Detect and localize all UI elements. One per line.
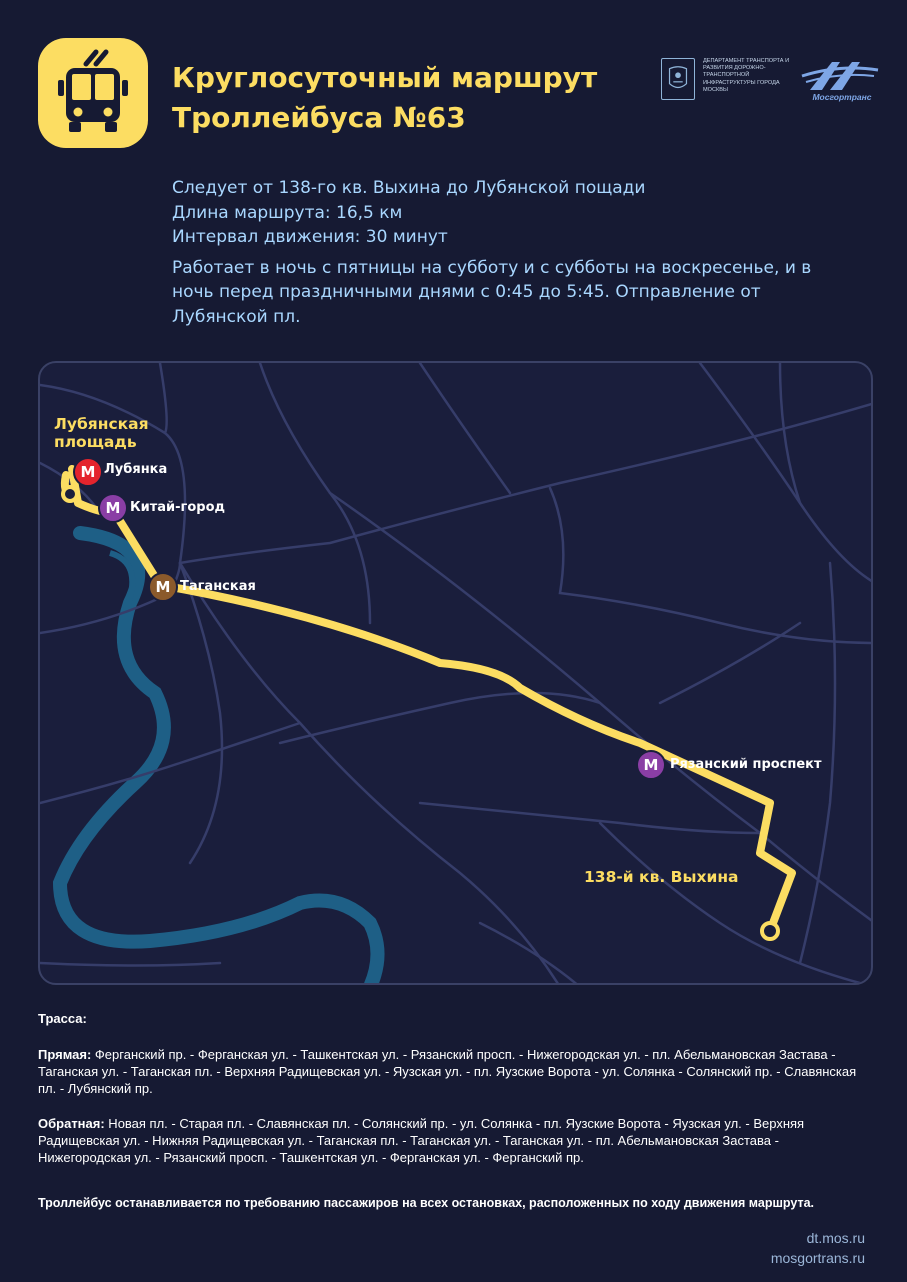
- station-kitai-gorod[interactable]: Китай-город: [130, 500, 226, 515]
- forward-label: Прямая:: [38, 1047, 92, 1062]
- backward-text: Новая пл. - Старая пл. - Славянская пл. - Солянский пр. - ул. Солянка - пл. Яузские Ворота - Яузская ул. - Верхняя Радищевская ул. - Нижняя Радищевская ул. - Таганская пл. - Таганская ул. - Таганская ул. - пл. Абельмановская Застава - Нижегородская ул. - Рязанский просп. - Ташкентская ул. - Ферганская ул. - Ферганский пр.: [38, 1116, 805, 1165]
- route-line: [72, 469, 792, 931]
- page-title: [172, 58, 597, 138]
- route-end-marker: [762, 923, 778, 939]
- mosgortrans-emblem-icon: [800, 56, 880, 92]
- metro-icon-kitai-gorod: М: [98, 493, 128, 523]
- forward-text: Ферганский пр. - Ферганская ул. - Ташкентская ул. - Рязанский просп. - Нижегородская ул. - пл. Абельмановская Застава - Таганская ул. - Таганская пл. - Верхняя Радищевская ул. - Яузская ул. - пл. Яузские Ворота - ул. Солянка - Солянский пр. - Славянская пл. - Лубянский пр.: [38, 1047, 857, 1096]
- mosgortrans-name: Мосгортранс: [812, 92, 872, 102]
- footer-note: Троллейбус останавливается по требованию пассажиров на всех остановках, расположенных по ходу движения маршрута.: [38, 1196, 815, 1210]
- metro-icon-ryazansky: М: [636, 750, 666, 780]
- station-taganskaya[interactable]: Таганская: [180, 579, 256, 594]
- metro-icon-lubyanka: М: [73, 457, 103, 487]
- start-label: Лубянская площадь: [54, 415, 149, 451]
- moscow-emblem-icon: [661, 58, 695, 100]
- route-endpoints: Следует от 138-го кв. Выхина до Лубянской пощади: [172, 178, 646, 198]
- backward-label: Обратная:: [38, 1116, 105, 1131]
- department-text: ДЕПАРТАМЕНТ ТРАНСПОРТА И РАЗВИТИЯ ДОРОЖНО-ТРАНСПОРТНОЙ ИНФРАСТРУКТУРЫ ГОРОДА МОСКВЫ: [703, 58, 790, 93]
- metro-icon-taganskaya: М: [148, 572, 178, 602]
- link-mosgortrans[interactable]: mosgortrans.ru: [770, 1250, 865, 1266]
- link-dt-mos[interactable]: dt.mos.ru: [806, 1230, 865, 1246]
- department-logo: [661, 56, 791, 102]
- route-start-marker: [63, 487, 77, 501]
- station-lubyanka[interactable]: Лубянка: [104, 462, 168, 477]
- title-line-1: Круглосуточный маршрут: [172, 61, 598, 94]
- streets: [40, 363, 873, 985]
- route-info: [172, 176, 852, 329]
- station-ryazansky-prospekt[interactable]: Рязанский проспект: [670, 757, 822, 772]
- route-length: Длина маршрута: 16,5 км: [172, 202, 403, 223]
- end-label: 138-й кв. Выхина: [584, 868, 739, 886]
- route-forward: [38, 1046, 873, 1097]
- route-backward: [38, 1115, 873, 1166]
- route-map[interactable]: [38, 361, 873, 985]
- map-canvas: [40, 363, 873, 985]
- title-line-2: Троллейбуса №63: [172, 101, 466, 134]
- mosgortrans-logo: [800, 56, 880, 106]
- route-schedule: Работает в ночь с пятницы на субботу и с субботы на воскресенье, и в ночь перед праздничными днями с 0:45 до 5:45. Отправление от Лубянской пл.: [172, 257, 812, 327]
- trolleybus-icon: [38, 38, 148, 148]
- route-heading: Трасса:: [38, 1011, 87, 1026]
- route-interval: Интервал движения: 30 минут: [172, 227, 448, 247]
- footer-links: [771, 1228, 865, 1268]
- river: [60, 533, 378, 985]
